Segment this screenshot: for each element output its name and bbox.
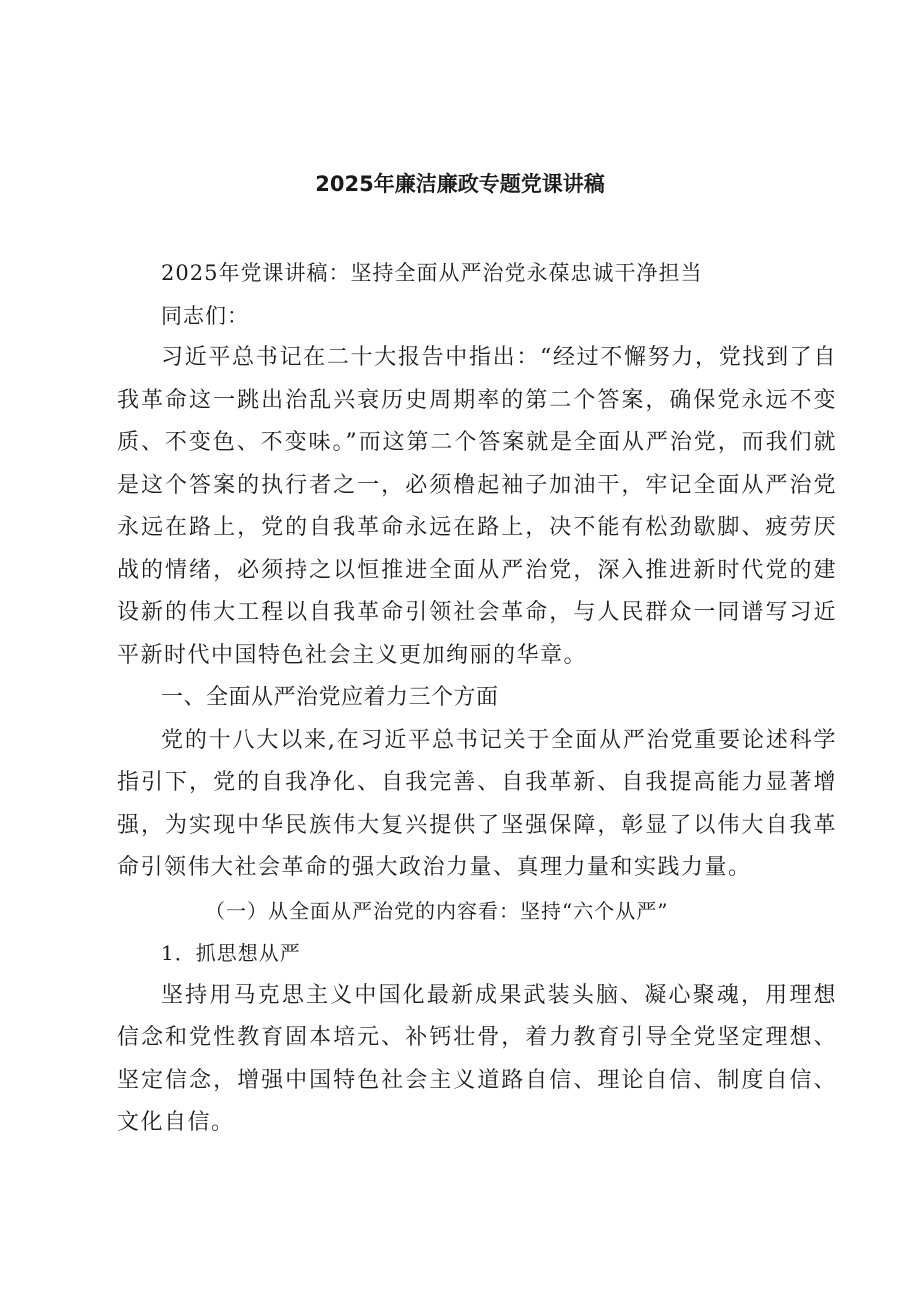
section-heading: 一、全面从严治党应着力三个方面: [161, 685, 499, 710]
document-body: [117, 252, 837, 1145]
paragraph: 坚持用马克思主义中国化最新成果武装头脑、凝心聚魂，用理想信念和党性教育固本培元、补钙壮骨，着力教育引导全党坚定理想、坚定信念，增强中国特色社会主义道路自信、理论自信、制度自信、文化自信。: [117, 982, 837, 1135]
salutation: 同志们：: [161, 303, 249, 328]
document-title: 2025年廉洁廉政专题党课讲稿: [315, 172, 605, 196]
subsection-heading: （一）从全面从严治党的内容看：坚持“六个从严”: [205, 898, 669, 923]
document-subtitle: 2025年党课讲稿：坚持全面从严治党永葆忠诚干净担当: [161, 261, 703, 285]
item-heading: 1．抓思想从严: [161, 941, 301, 965]
paragraph: 党的十八大以来,在习近平总书记关于全面从严治党重要论述科学指引下，党的自我净化、自我完善、自我革新、自我提高能力显著增强，为实现中华民族伟大复兴提供了坚强保障，彰显了以伟大自我革命引领伟大社会革命的强大政治力量、真理力量和实践力量。: [117, 727, 837, 880]
paragraph: 习近平总书记在二十大报告中指出：“经过不懈努力，党找到了自我革命这一跳出治乱兴衰历史周期率的第二个答案，确保党永远不变质、不变色、不变味。”而这第二个答案就是全面从严治党，而我们就是这个答案的执行者之一，必须橹起袖子加油干，牢记全面从严治党永远在路上，党的自我革命永远在路上，决不能有松劲歇脚、疲劳厌战的情绪，必须持之以恒推进全面从严治党，深入推进新时代党的建设新的伟大工程以自我革命引领社会革命，与人民群众一同谱写习近平新时代中国特色社会主义更加绚丽的华章。: [117, 345, 837, 668]
